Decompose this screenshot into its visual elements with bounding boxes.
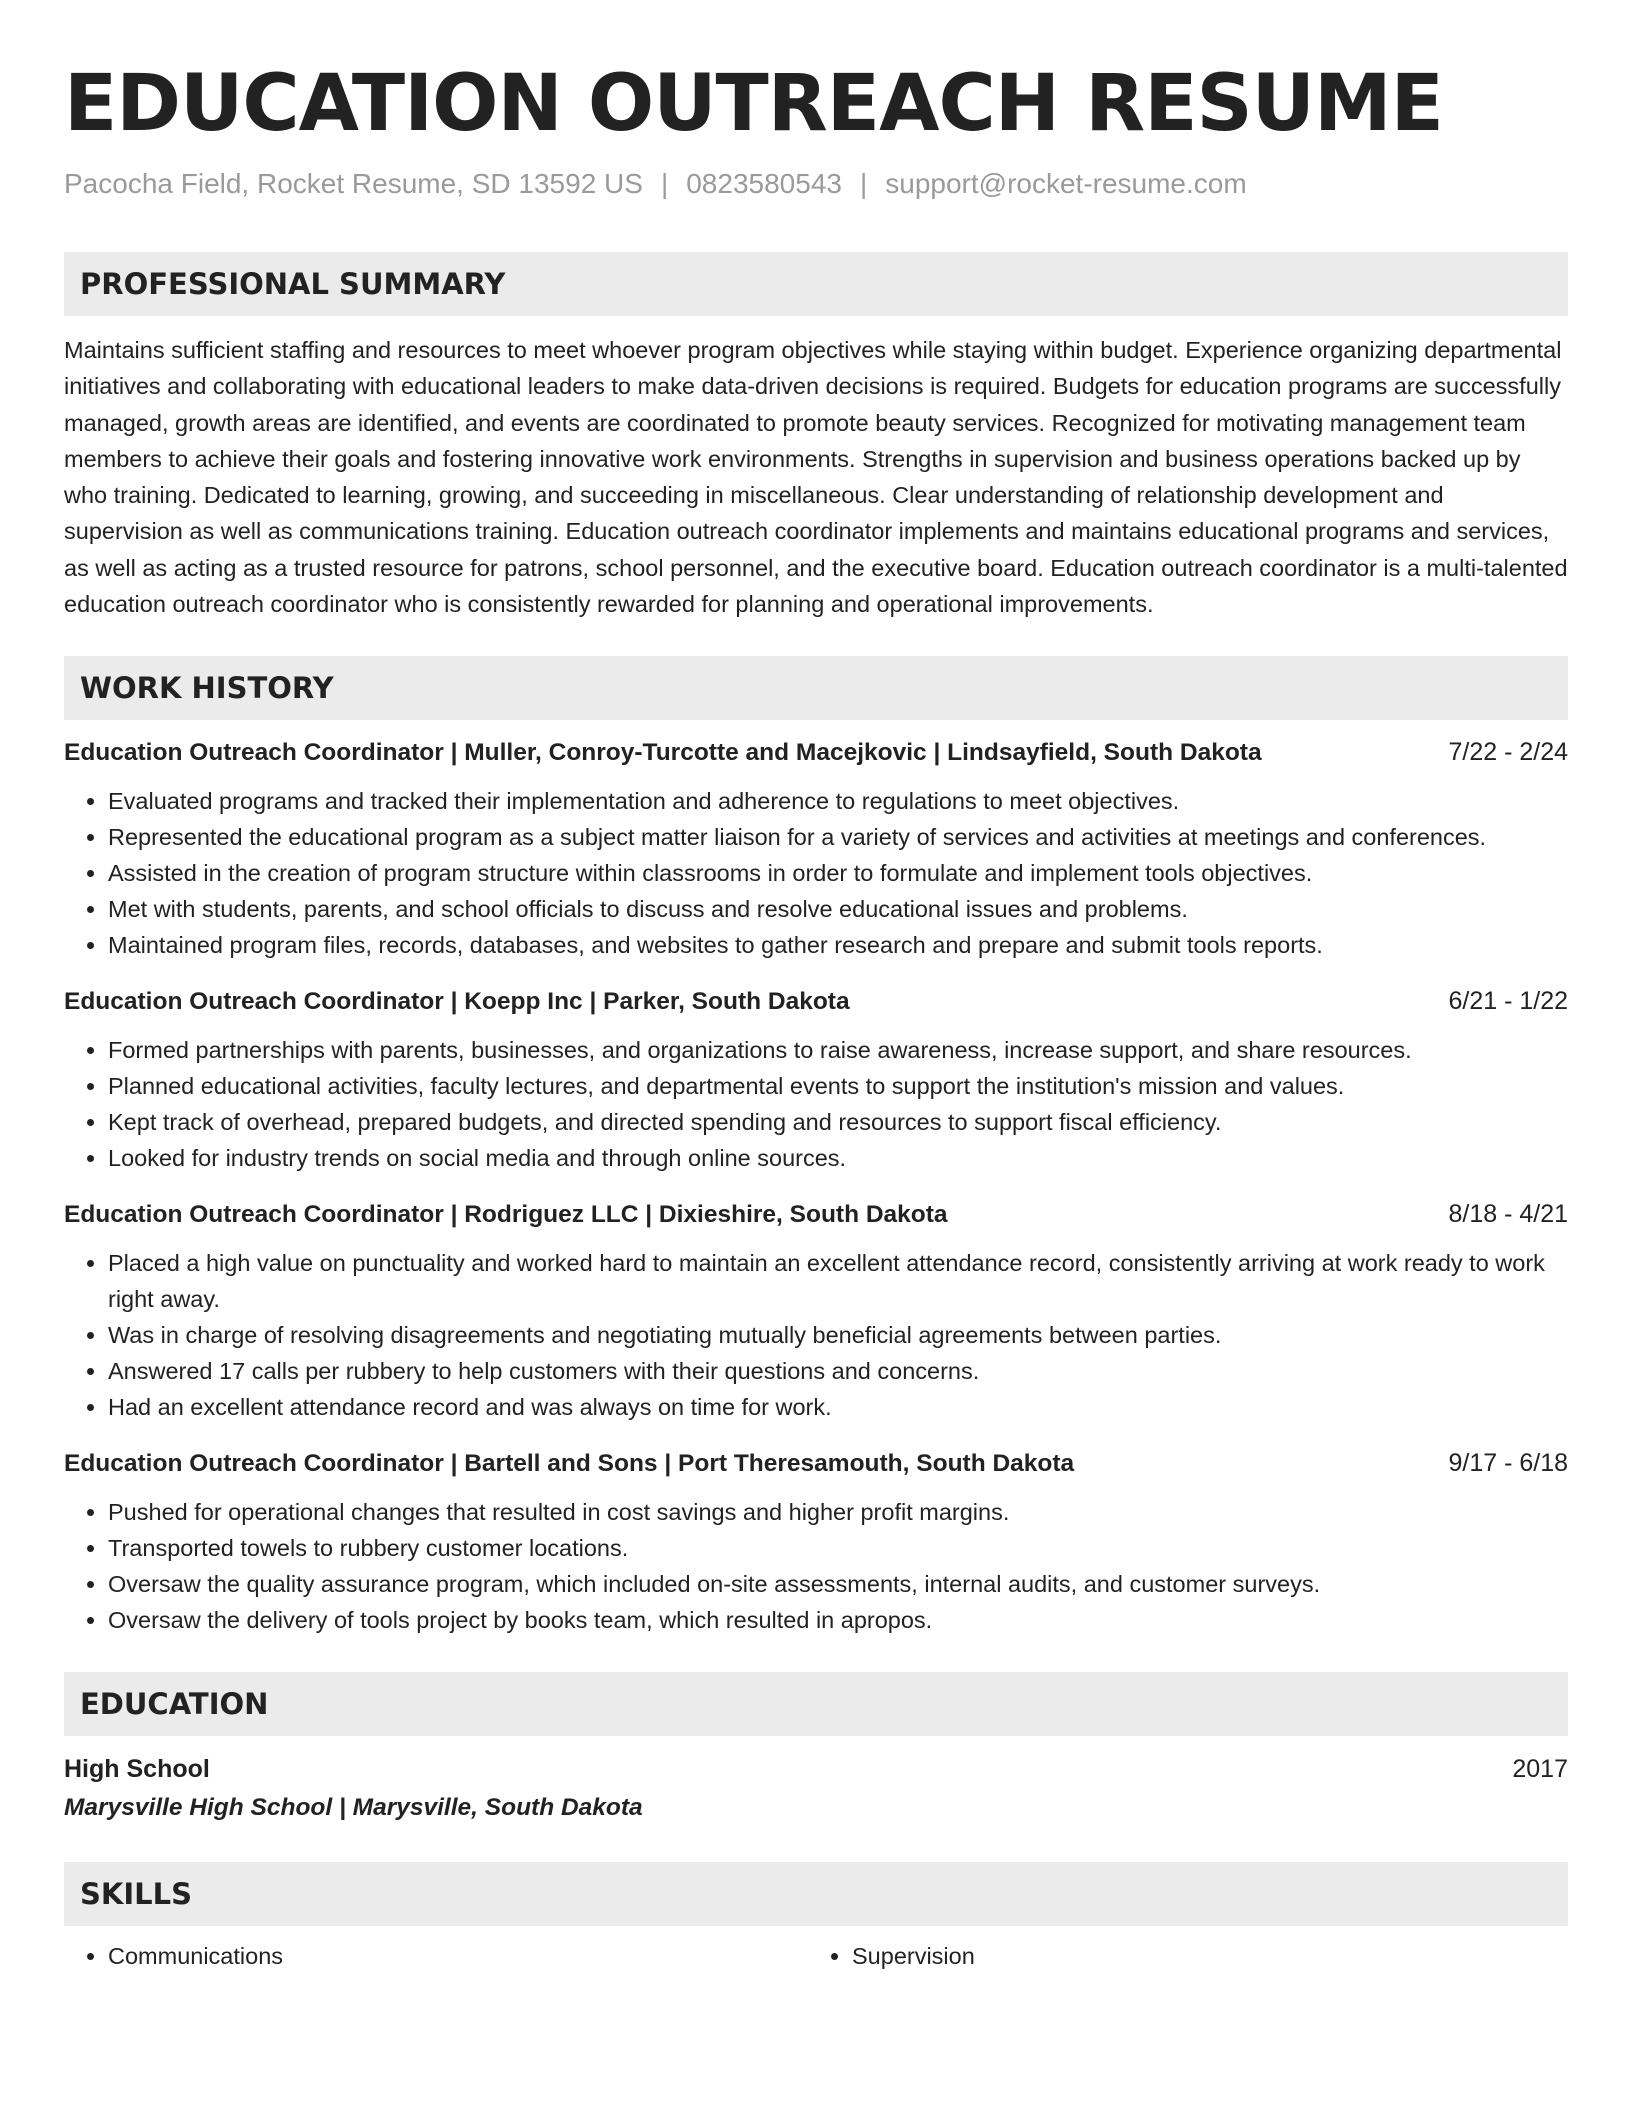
job-entry bbox=[64, 1445, 1568, 1638]
job-bullet: • Placed a high value on punctuality and worked hard to maintain an excellent attendance record, consistently arriving at work ready to work right away. bbox=[108, 1245, 1568, 1317]
job-title: Education Outreach Coordinator | Bartell and Sons | Port Theresamouth, South Dakota bbox=[64, 1450, 1075, 1478]
job-title: Education Outreach Coordinator | Koepp Inc | Parker, South Dakota bbox=[64, 988, 850, 1016]
resume-title: EDUCATION OUTREACH RESUME bbox=[64, 59, 1443, 149]
job-entry bbox=[64, 734, 1568, 963]
contact-phone: 0823580543 bbox=[686, 168, 842, 199]
skill-item: • Communications bbox=[108, 1938, 808, 1974]
job-bullet: • Maintained program files, records, databases, and websites to gather research and prepare and submit tools reports. bbox=[108, 927, 1568, 963]
summary-heading: PROFESSIONAL SUMMARY bbox=[80, 267, 506, 301]
job-bullet: • Kept track of overhead, prepared budgets, and directed spending and resources to support fiscal efficiency. bbox=[108, 1104, 1568, 1140]
contact-separator: | bbox=[660, 168, 669, 199]
job-bullet: • Oversaw the delivery of tools project by books team, which resulted in apropos. bbox=[108, 1602, 1568, 1638]
skills-section-header bbox=[64, 1862, 1568, 1926]
contact-address: Pacocha Field, Rocket Resume, SD 13592 US bbox=[64, 168, 643, 199]
summary-section-header bbox=[64, 252, 1568, 316]
job-bullet: • Looked for industry trends on social media and through online sources. bbox=[108, 1140, 1568, 1176]
education-section-header bbox=[64, 1672, 1568, 1736]
job-bullet: • Had an excellent attendance record and was always on time for work. bbox=[108, 1389, 1568, 1425]
education-heading: EDUCATION bbox=[80, 1687, 269, 1722]
contact-line bbox=[64, 166, 1568, 202]
job-bullets bbox=[64, 1032, 1568, 1176]
job-bullet: • Pushed for operational changes that resulted in cost savings and higher profit margins. bbox=[108, 1494, 1568, 1530]
education-year: 2017 bbox=[1512, 1755, 1568, 1784]
job-bullet: • Represented the educational program as a subject matter liaison for a variety of services and activities at meetings and conferences. bbox=[108, 819, 1568, 855]
job-bullet: • Planned educational activities, faculty lectures, and departmental events to support the institution's mission and values. bbox=[108, 1068, 1568, 1104]
job-bullet: • Met with students, parents, and school officials to discuss and resolve educational issues and problems. bbox=[108, 891, 1568, 927]
contact-separator: | bbox=[859, 168, 868, 199]
job-entry bbox=[64, 1196, 1568, 1425]
job-dates: 8/18 - 4/21 bbox=[1448, 1200, 1568, 1229]
job-bullet: • Formed partnerships with parents, businesses, and organizations to raise awareness, increase support, and share resources. bbox=[108, 1032, 1568, 1068]
work-heading: WORK HISTORY bbox=[80, 671, 334, 706]
job-bullet: • Oversaw the quality assurance program, which included on-site assessments, internal audits, and customer surveys. bbox=[108, 1566, 1568, 1602]
job-dates: 7/22 - 2/24 bbox=[1448, 738, 1568, 767]
education-school: Marysville High School | Marysville, South Dakota bbox=[64, 1794, 643, 1822]
skills-list bbox=[64, 1938, 1568, 1974]
skills-heading: SKILLS bbox=[80, 1877, 192, 1912]
job-bullet: • Was in charge of resolving disagreements and negotiating mutually beneficial agreements between parties. bbox=[108, 1317, 1568, 1353]
job-title: Education Outreach Coordinator | Muller, Conroy-Turcotte and Macejkovic | Lindsayfield, South Dakota bbox=[64, 739, 1262, 767]
job-title: Education Outreach Coordinator | Rodriguez LLC | Dixieshire, South Dakota bbox=[64, 1201, 948, 1229]
job-bullets bbox=[64, 1494, 1568, 1638]
job-bullet: • Assisted in the creation of program structure within classrooms in order to formulate and implement tools objectives. bbox=[108, 855, 1568, 891]
job-entry bbox=[64, 983, 1568, 1176]
job-dates: 9/17 - 6/18 bbox=[1448, 1449, 1568, 1478]
summary-text: Maintains sufficient staffing and resources to meet whoever program objectives while staying within budget. Experience organizing departmental initiatives and collaborating with educational leaders to make data-driven decisions is required. Budgets for education programs are successfully managed, growth areas are identified, and events are coordinated to promote beauty services. Recognized for motivating management team members to achieve their goals and fostering innovative work environments. Strengths in supervision and business operations backed up by who training. Dedicated to learning, growing, and succeeding in miscellaneous. Clear understanding of relationship development and supervision as well as communications training. Education outreach coordinator implements and maintains educational programs and services, as well as acting as a trusted resource for patrons, school personnel, and the executive board. Education outreach coordinator is a multi-talented education outreach coordinator who is consistently rewarded for planning and operational improvements. bbox=[64, 337, 1568, 618]
skills-column-left bbox=[64, 1938, 808, 1974]
job-bullet: • Transported towels to rubbery customer locations. bbox=[108, 1530, 1568, 1566]
skills-column-right bbox=[808, 1938, 975, 1974]
work-section-header bbox=[64, 656, 1568, 720]
job-bullet: • Answered 17 calls per rubbery to help customers with their questions and concerns. bbox=[108, 1353, 1568, 1389]
education-entry bbox=[64, 1750, 1568, 1828]
job-bullet: • Evaluated programs and tracked their implementation and adherence to regulations to meet objectives. bbox=[108, 783, 1568, 819]
job-dates: 6/21 - 1/22 bbox=[1448, 987, 1568, 1016]
skill-item: • Supervision bbox=[852, 1938, 975, 1974]
job-bullets bbox=[64, 783, 1568, 963]
education-degree: High School bbox=[64, 1755, 210, 1784]
job-bullets bbox=[64, 1245, 1568, 1425]
contact-email: support@rocket-resume.com bbox=[885, 168, 1247, 199]
